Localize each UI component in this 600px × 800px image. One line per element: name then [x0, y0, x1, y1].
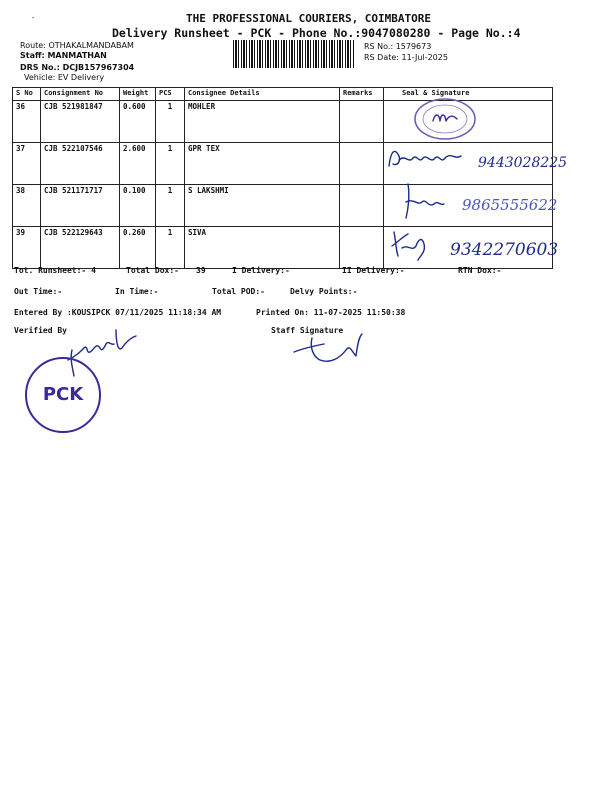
route-label: Route: OTHAKALMANDABAM	[20, 41, 134, 50]
col-consignment-header: Consignment No	[41, 88, 120, 101]
entered-by: Entered By :KOUSIPCK 07/11/2025 11:18:34 AM	[14, 308, 222, 317]
cell-sno: 39	[13, 227, 41, 269]
total-dox-value: 39	[196, 266, 206, 275]
cell-weight: 0.600	[120, 101, 156, 143]
staff-signature-label: Staff Signature	[271, 326, 344, 335]
cell-consignee: MOHLER	[185, 101, 340, 143]
in-time: In Time:-	[115, 287, 159, 296]
ii-delivery: II Delivery:-	[342, 266, 405, 275]
vehicle-label: Vehicle: EV Delivery	[24, 73, 105, 82]
col-consignee-header: Consignee Details	[185, 88, 340, 101]
signature-row37	[385, 142, 475, 178]
signature-row38	[400, 182, 450, 222]
cell-sno: 36	[13, 101, 41, 143]
staff-signature	[290, 330, 370, 370]
cell-consignee: GPR TEX	[185, 143, 340, 185]
col-weight-header: Weight	[120, 88, 156, 101]
col-remarks-header: Remarks	[340, 88, 384, 101]
rs-number: RS No.: 1579673	[364, 42, 432, 51]
col-pcs-header: PCS	[156, 88, 185, 101]
company-title: THE PROFESSIONAL COURIERS, COIMBATORE	[186, 12, 432, 25]
cell-remarks	[340, 185, 384, 227]
rs-date: RS Date: 11-Jul-2025	[364, 53, 448, 62]
total-dox-label: Total Dox:-	[126, 266, 179, 275]
cell-remarks	[340, 227, 384, 269]
tot-runsheet: Tot. Runsheet:- 4	[14, 266, 96, 275]
barcode	[233, 40, 355, 68]
total-pod: Total POD:-	[212, 287, 265, 296]
pck-stamp-text: PCK	[42, 384, 84, 405]
phone-row39: 9342270603	[450, 240, 559, 260]
verified-by-label: Verified By	[14, 326, 67, 335]
delvy-points: Delvy Points:-	[290, 287, 358, 296]
cell-pcs: 1	[156, 101, 185, 143]
runsheet-subtitle: Delivery Runsheet - PCK - Phone No.:9047080280 - Page No.:4	[112, 26, 521, 40]
phone-row38: 9865555622	[462, 196, 558, 214]
i-delivery: I Delivery:-	[232, 266, 290, 275]
cell-consignee: SIVA	[185, 227, 340, 269]
rtn-dox: RTN Dox:-	[458, 266, 502, 275]
out-time: Out Time:-	[14, 287, 63, 296]
cell-pcs: 1	[156, 185, 185, 227]
cell-sno: 37	[13, 143, 41, 185]
cell-weight: 2.600	[120, 143, 156, 185]
cell-consignment: CJB 521171717	[41, 185, 120, 227]
printed-on: Printed On: 11-07-2025 11:50:38	[256, 308, 406, 317]
cell-remarks	[340, 143, 384, 185]
cell-consignee: S LAKSHMI	[185, 185, 340, 227]
cell-remarks	[340, 101, 384, 143]
seal-stamp-row36	[405, 95, 485, 145]
cell-weight: 0.260	[120, 227, 156, 269]
signature-row39	[388, 226, 448, 262]
col-sno-header: S No	[13, 88, 41, 101]
corner-mark: -	[31, 14, 36, 22]
cell-consignment: CJB 521981847	[41, 101, 120, 143]
col-signature-header: Seal & Signature	[384, 88, 553, 101]
cell-weight: 0.100	[120, 185, 156, 227]
phone-row37: 9443028225	[478, 155, 568, 171]
staff-label: Staff: MANMATHAN	[20, 51, 107, 60]
cell-pcs: 1	[156, 227, 185, 269]
drs-label: DRS No.: DCJB157967304	[20, 63, 135, 72]
cell-sno: 38	[13, 185, 41, 227]
cell-consignment: CJB 522129643	[41, 227, 120, 269]
pck-stamp	[25, 357, 101, 433]
cell-consignment: CJB 522107546	[41, 143, 120, 185]
cell-pcs: 1	[156, 143, 185, 185]
